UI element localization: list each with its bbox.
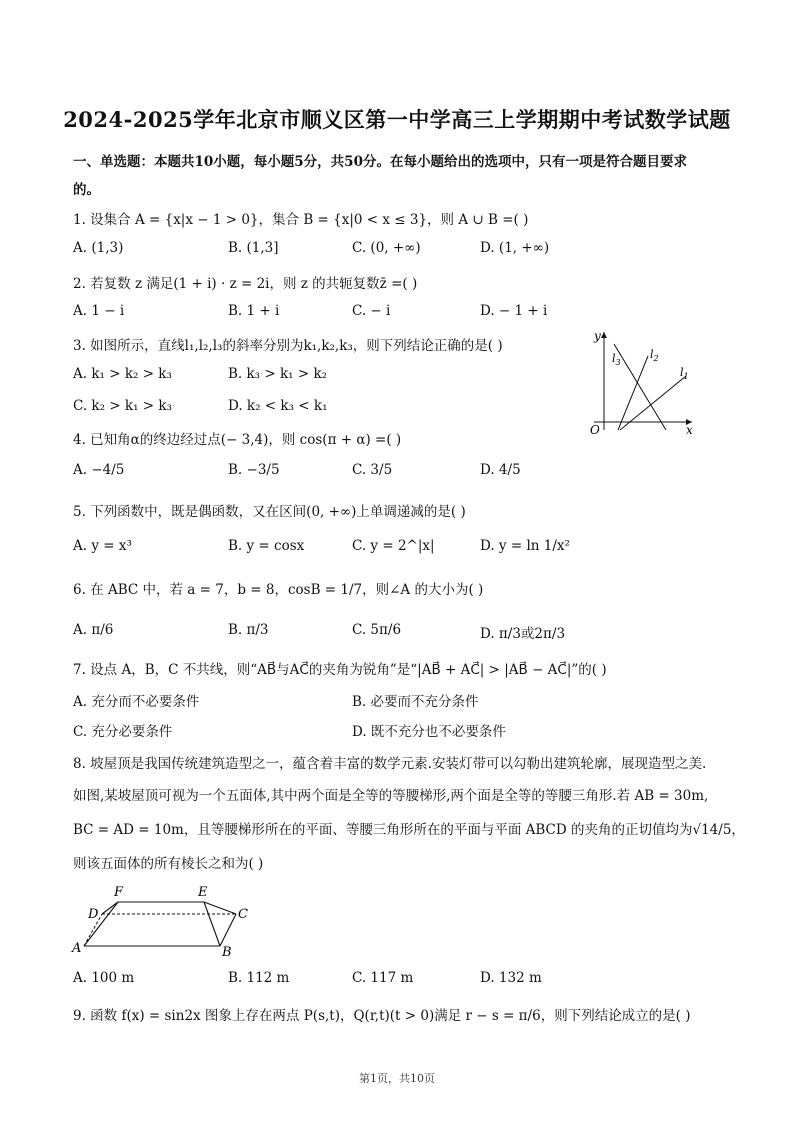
question-7-option-d: D. 既不充分也不必要条件: [352, 724, 506, 740]
question-1-option-a: A. (1,3): [73, 240, 124, 256]
question-7-stem: 7. 设点 A，B，C 不共线，则“AB⃗与AC⃗的夹角为锐角”是“|AB⃗ + AC⃗| > |AB⃗ − AC⃗|”的( ): [73, 662, 607, 678]
question-2-option-c: C. − i: [352, 303, 391, 319]
origin-label: O: [590, 423, 600, 436]
question-2-option-d: D. − 1 + i: [480, 303, 548, 319]
question-6-option-c: C. 5π/6: [352, 622, 402, 638]
page-title: 2024-2025学年北京市顺义区第一中学高三上学期期中考试数学试题: [63, 107, 731, 132]
question-4-stem: 4. 已知角α的终边经过点(− 3,4)，则 cos(π + α) =( ): [73, 432, 402, 448]
question-9-stem: 9. 函数 f(x) = sin2x 图象上存在两点 P(s,t)，Q(r,t)(t > 0)满足 r − s = π/6，则下列结论成立的是( ): [73, 1008, 691, 1024]
page-footer: 第1页，共10页: [359, 1072, 435, 1085]
x-axis-label: x: [686, 423, 693, 436]
l2-label: $l_2$: [650, 348, 659, 363]
section-instructions-line2: 的。: [73, 182, 100, 198]
y-axis-label: y: [594, 329, 601, 343]
vertex-c-label: C: [238, 907, 248, 922]
question-8-option-a: A. 100 m: [73, 970, 135, 986]
question-1-option-d: D. (1, +∞): [480, 240, 550, 256]
question-6-option-d: D. π/3或2π/3: [480, 626, 566, 642]
question-8-option-b: B. 112 m: [228, 970, 290, 986]
question-4-option-c: C. 3/5: [352, 462, 393, 478]
question-1-option-c: C. (0, +∞): [352, 240, 421, 256]
question-3-figure: [580, 326, 700, 436]
question-8-line4: 则该五面体的所有棱长之和为( ): [73, 856, 264, 872]
edge-be: [204, 902, 220, 946]
question-3-option-b: B. k₃ > k₁ > k₂: [228, 366, 328, 382]
question-7-option-b: B. 必要而不充分条件: [352, 694, 479, 710]
question-5-option-a: A. y = x³: [73, 538, 132, 554]
question-3-option-c: C. k₂ > k₁ > k₃: [73, 398, 172, 414]
question-1-stem: 1. 设集合 A = {x|x − 1 > 0}，集合 B = {x|0 < x ≤ 3}，则 A ∪ B =( ): [73, 212, 529, 228]
vertex-b-label: B: [222, 945, 232, 960]
vertex-d-label: D: [88, 907, 99, 922]
vertex-f-label: F: [114, 885, 124, 900]
question-7-option-c: C. 充分必要条件: [73, 724, 173, 740]
question-3-option-a: A. k₁ > k₂ > k₃: [73, 366, 172, 382]
question-6-option-a: A. π/6: [73, 622, 114, 638]
question-4-option-a: A. −4/5: [73, 462, 125, 478]
question-6-option-b: B. π/3: [228, 622, 269, 638]
question-3-option-d: D. k₂ < k₃ < k₁: [228, 398, 328, 414]
l3-label: $l_3$: [612, 352, 621, 367]
question-8-option-c: C. 117 m: [352, 970, 414, 986]
section-instructions-line1: 一、单选题：本题共10小题，每小题5分，共50分。在每小题给出的选项中，只有一项是符合题目要求: [73, 154, 687, 170]
vertex-e-label: E: [198, 885, 208, 900]
question-8-figure: [70, 880, 260, 960]
y-axis-arrow-icon: [601, 332, 607, 338]
edge-bc: [220, 914, 236, 946]
question-3-stem: 3. 如图所示，直线l₁,l₂,l₃的斜率分别为k₁,k₂,k₃，则下列结论正确的是( ): [73, 338, 503, 354]
question-2-stem: 2. 若复数 z 满足(1 + i) · z = 2i，则 z 的共轭复数z̄ =( ): [73, 276, 418, 292]
vertex-a-label: A: [72, 941, 82, 956]
l1-label: $l_1$: [680, 366, 689, 381]
question-2-option-b: B. 1 + i: [228, 303, 280, 319]
question-6-stem: 6. 在 ABC 中，若 a = 7，b = 8，cosB = 1/7，则∠A 的大小为( ): [73, 582, 484, 598]
edge-ce: [204, 902, 236, 914]
question-8-line1: 8. 坡屋顶是我国传统建筑造型之一，蕴含着丰富的数学元素.安装灯带可以勾勒出建筑轮廓，展现造型之美.: [73, 756, 707, 772]
question-5-option-c: C. y = 2^|x|: [352, 538, 435, 554]
question-8-option-d: D. 132 m: [480, 970, 542, 986]
question-2-option-a: A. 1 − i: [73, 303, 125, 319]
question-8-line2: 如图,某坡屋顶可视为一个五面体,其中两个面是全等的等腰梯形,两个面是全等的等腰三角形.若 AB = 30m,: [73, 788, 709, 804]
question-8-line3: BC = AD = 10m，且等腰梯形所在的平面、等腰三角形所在的平面与平面 ABCD 的夹角的正切值均为√14/5，: [73, 822, 745, 838]
question-5-option-b: B. y = cosx: [228, 538, 305, 554]
question-4-option-d: D. 4/5: [480, 462, 521, 478]
question-7-option-a: A. 充分而不必要条件: [73, 694, 200, 710]
question-4-option-b: B. −3/5: [228, 462, 280, 478]
question-1-option-b: B. (1,3]: [228, 240, 279, 256]
question-5-option-d: D. y = ln 1/x²: [480, 538, 570, 554]
question-5-stem: 5. 下列函数中，既是偶函数，又在区间(0, +∞)上单调递减的是( ): [73, 504, 466, 520]
